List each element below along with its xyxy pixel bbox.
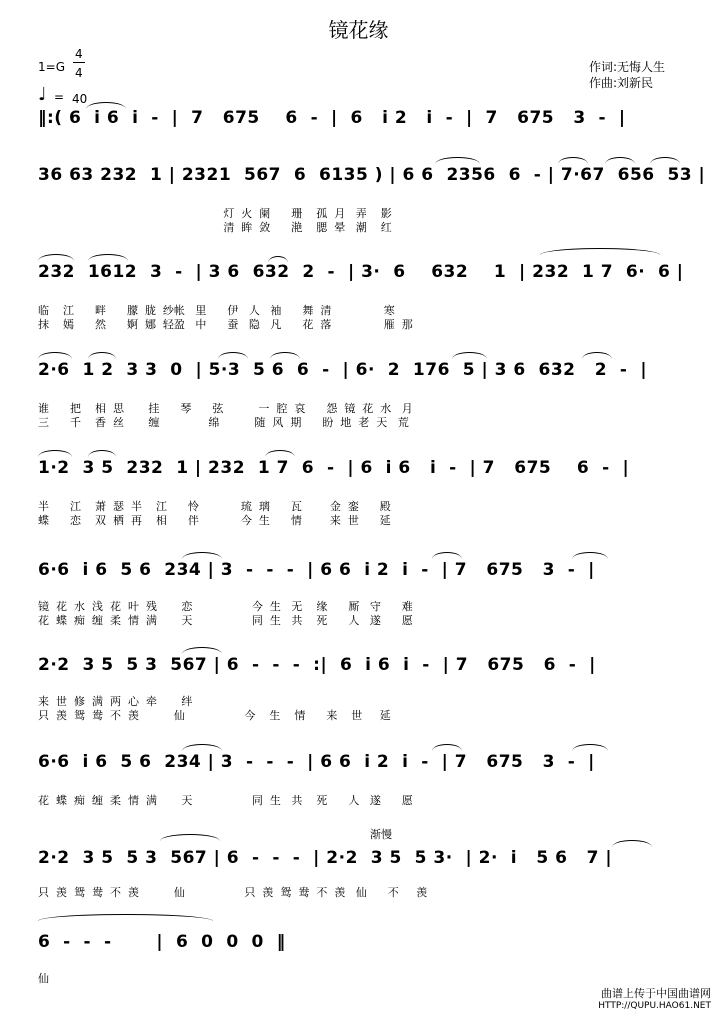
- slur: [572, 552, 608, 559]
- lyric-verse-2: 蝶 恋 双 栖 再 相 伴 今 生 情 来 世 延: [38, 514, 391, 527]
- slur: [38, 450, 72, 457]
- slur: [38, 914, 213, 921]
- slur: [540, 248, 660, 255]
- composer-credit: 作曲:刘新民: [589, 76, 654, 90]
- tempo-marking: 渐慢: [370, 828, 392, 841]
- notation-line: 6 - - - | 6 0 0 0 ‖: [38, 932, 286, 952]
- slur: [182, 744, 222, 751]
- slur: [558, 157, 588, 164]
- lyric-verse-1: 镜 花 水 浅 花 叶 残 恋 今 生 无 缘 厮 守 难: [38, 600, 413, 613]
- slur: [265, 450, 295, 457]
- notation-line: 6·6 i 6 5 6 234 | 3 - - - | 6 6 i 2 i - | 7 675 3 - |: [38, 560, 595, 580]
- score-row-10: [0, 932, 717, 987]
- tempo-value: 40: [72, 92, 88, 106]
- lyric-verse-1: 半 江 萧 瑟 半 江 怜 琉 璃 瓦 金 銮 殿: [38, 500, 391, 513]
- score-row-7: [0, 655, 717, 725]
- slur: [160, 834, 220, 841]
- lyric-verse-1: 临 江 畔 朦 胧 纱帐 里 伊 人 袖 舞 清 寒: [38, 304, 395, 317]
- slur: [605, 157, 635, 164]
- lyric-verse-1: 谁 把 相 思 挂 琴 弦 一 腔 哀 怨 镜 花 水 月: [38, 402, 413, 415]
- slur: [182, 552, 222, 559]
- slur: [86, 102, 126, 109]
- slur: [432, 744, 462, 751]
- slur: [88, 352, 116, 359]
- slur: [270, 352, 300, 359]
- lyric-verse-1: 仙: [38, 972, 49, 985]
- slur: [88, 254, 128, 261]
- key-signature: 1=G: [38, 60, 65, 74]
- lyric-verse-1: 来 世 修 满 两 心 牵 绊: [38, 695, 193, 708]
- score-row-5: [0, 458, 717, 528]
- lyric-verse-2: 清 眸 敛 滟 腮 晕 潮 红: [38, 221, 392, 234]
- site-footer: [598, 987, 711, 1013]
- page-title: 镜花缘: [328, 18, 389, 42]
- slur: [38, 254, 74, 261]
- time-signature-bottom: 4: [75, 66, 83, 80]
- slur: [612, 840, 652, 847]
- slur: [182, 647, 222, 654]
- notation-line: ‖:( 6 i 6 i - | 7 675 6 - | 6 i 2 i - | 7 675 3 - |: [38, 108, 626, 128]
- score-row-1: [0, 108, 717, 158]
- notation-line: 2·6 1 2 3 3 0 | 5·3 5 6 6 - | 6· 2 176 5 | 3 6 632 2 - |: [38, 360, 648, 380]
- footer-url: HTTP://QUPU.HAO61.NET: [598, 1001, 711, 1011]
- notation-line: 36 63 232 1 | 2321 567 6 6135 ) | 6 6 2356 6 - | 7·67 656 53 |: [38, 165, 706, 185]
- lyric-verse-1: 只 羡 鸳 鸯 不 羡 仙 只 羡 鸳 鸯 不 羡 仙 不 羡: [38, 886, 428, 899]
- notation-line: 2·2 3 5 5 3 567 | 6 - - - :| 6 i 6 i - | 7 675 6 - |: [38, 655, 596, 675]
- lyricist-credit: 作词:无悔人生: [589, 60, 666, 74]
- score-row-4: [0, 360, 717, 430]
- score-row-2: [0, 165, 717, 235]
- slur: [650, 157, 680, 164]
- slur: [572, 744, 608, 751]
- quarter-note-icon: ♩: [38, 84, 47, 105]
- lyric-verse-2: 三 千 香 丝 缠 绵 随 风 期 盼 地 老 天 荒: [38, 416, 409, 429]
- notation-line: 2·2 3 5 5 3 567 | 6 - - - | 2·2 3 5 5 3· | 2· i 5 6 7 |: [38, 848, 613, 868]
- slur: [435, 157, 480, 164]
- slur: [268, 256, 288, 263]
- time-signature-top: 4: [75, 47, 83, 61]
- lyric-verse-2: 只 羡 鸳 鸯 不 羡 仙 今 生 情 来 世 延: [38, 709, 391, 722]
- slur: [218, 352, 248, 359]
- slur: [88, 450, 116, 457]
- lyric-verse-1: 花 蝶 痴 缠 柔 情 满 天 同 生 共 死 人 遂 愿: [38, 794, 413, 807]
- lyric-verse-1: 灯 火 阑 珊 孤 月 弄 影: [38, 207, 392, 220]
- footer-upload-note: 曲谱上传于中国曲谱网: [601, 987, 711, 1000]
- slur: [432, 552, 462, 559]
- slur: [38, 352, 72, 359]
- slur: [452, 352, 487, 359]
- score-row-3: [0, 262, 717, 332]
- lyric-verse-2: 花 蝶 痴 缠 柔 情 满 天 同 生 共 死 人 遂 愿: [38, 614, 413, 627]
- notation-line: 232 1612 3 - | 3 6 632 2 - | 3· 6 632 1 | 232 1 7 6· 6 |: [38, 262, 684, 282]
- lyric-verse-2: 抹 嫣 然 婀 娜 轻盈 中 蚕 隐 凡 花 落 雁 那: [38, 318, 413, 331]
- slur: [582, 352, 612, 359]
- notation-line: 6·6 i 6 5 6 234 | 3 - - - | 6 6 i 2 i - | 7 675 3 - |: [38, 752, 595, 772]
- time-signature-line: [73, 62, 85, 63]
- score-row-9: [0, 848, 717, 908]
- notation-line: 1·2 3 5 232 1 | 232 1 7 6 - | 6 i 6 i - | 7 675 6 - |: [38, 458, 630, 478]
- score-row-6: [0, 560, 717, 630]
- score-row-8: [0, 752, 717, 812]
- tempo-eq: =: [54, 90, 65, 104]
